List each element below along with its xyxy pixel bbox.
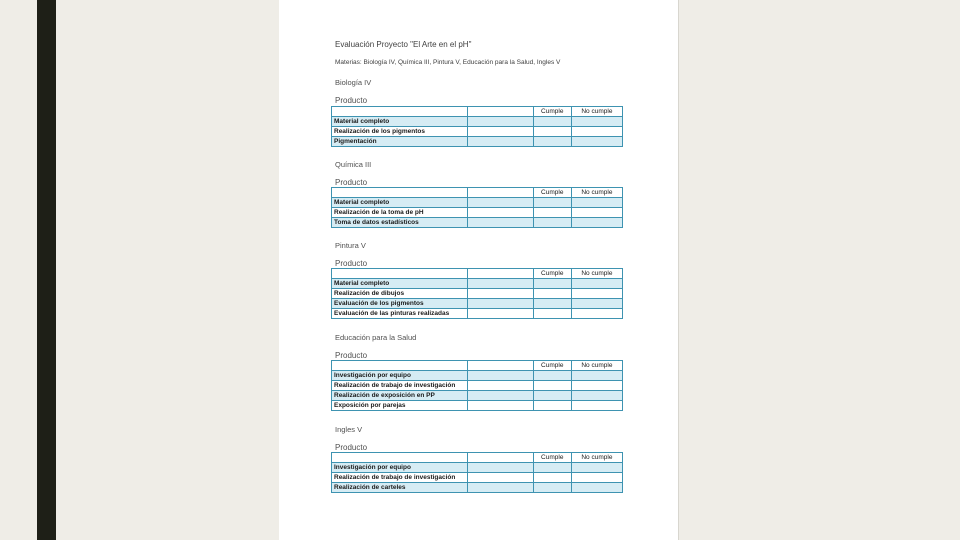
document-page: [279, 0, 679, 540]
no-cumple-cell[interactable]: [571, 309, 622, 319]
criterion-label: Exposición por parejas: [332, 401, 468, 411]
table-row: [332, 299, 623, 309]
cumple-cell[interactable]: [533, 463, 571, 473]
evaluation-table: [331, 187, 623, 228]
table-row: [332, 289, 623, 299]
section-title: Química III: [335, 160, 372, 169]
section-title: Ingles V: [335, 425, 363, 434]
table-row: [332, 371, 623, 381]
table-row: [332, 279, 623, 289]
no-cumple-header: No cumple: [571, 361, 622, 371]
cumple-header: Cumple: [533, 361, 571, 371]
table-row: [332, 127, 623, 137]
no-cumple-header: No cumple: [571, 269, 622, 279]
cumple-cell[interactable]: [533, 208, 571, 218]
criterion-label: Material completo: [332, 117, 468, 127]
doc-subjects: Materias: Biología IV, Química III, Pintura V, Educación para la Salud, Ingles V: [335, 59, 561, 66]
table-header-row: [332, 453, 623, 463]
no-cumple-cell[interactable]: [571, 279, 622, 289]
criterion-label: Pigmentación: [332, 137, 468, 147]
no-cumple-cell[interactable]: [571, 208, 622, 218]
no-cumple-cell[interactable]: [571, 299, 622, 309]
no-cumple-cell[interactable]: [571, 198, 622, 208]
cumple-cell[interactable]: [533, 391, 571, 401]
cumple-cell[interactable]: [533, 198, 571, 208]
criterion-label: Realización de trabajo de investigación: [332, 473, 468, 483]
no-cumple-cell[interactable]: [571, 117, 622, 127]
cumple-header: Cumple: [533, 188, 571, 198]
criterion-label: Evaluación de las pinturas realizadas: [332, 309, 468, 319]
no-cumple-cell[interactable]: [571, 289, 622, 299]
cumple-header: Cumple: [533, 453, 571, 463]
table-row: [332, 198, 623, 208]
cumple-cell[interactable]: [533, 117, 571, 127]
cumple-cell[interactable]: [533, 137, 571, 147]
table-row: [332, 381, 623, 391]
criterion-label: Material completo: [332, 279, 468, 289]
no-cumple-cell[interactable]: [571, 381, 622, 391]
cumple-cell[interactable]: [533, 127, 571, 137]
criterion-label: Investigación por equipo: [332, 371, 468, 381]
table-row: [332, 463, 623, 473]
cumple-header: Cumple: [533, 269, 571, 279]
doc-title: Evaluación Proyecto "El Arte en el pH": [335, 40, 472, 49]
criterion-label: Realización de trabajo de investigación: [332, 381, 468, 391]
cumple-cell[interactable]: [533, 473, 571, 483]
criterion-label: Realización de exposición en PP: [332, 391, 468, 401]
cumple-cell[interactable]: [533, 279, 571, 289]
cumple-cell[interactable]: [533, 381, 571, 391]
section-title: Pintura V: [335, 241, 366, 250]
table-row: [332, 401, 623, 411]
no-cumple-cell[interactable]: [571, 473, 622, 483]
cumple-cell[interactable]: [533, 371, 571, 381]
cumple-cell[interactable]: [533, 289, 571, 299]
no-cumple-header: No cumple: [571, 107, 622, 117]
table-row: [332, 208, 623, 218]
table-header-row: [332, 107, 623, 117]
no-cumple-cell[interactable]: [571, 127, 622, 137]
producto-label: Producto: [335, 443, 368, 452]
cumple-cell[interactable]: [533, 218, 571, 228]
table-header-row: [332, 269, 623, 279]
no-cumple-cell[interactable]: [571, 371, 622, 381]
no-cumple-cell[interactable]: [571, 391, 622, 401]
table-row: [332, 137, 623, 147]
table-row: [332, 391, 623, 401]
no-cumple-header: No cumple: [571, 453, 622, 463]
table-header-row: [332, 361, 623, 371]
table-row: [332, 473, 623, 483]
producto-label: Producto: [335, 178, 368, 187]
criterion-label: Realización de carteles: [332, 483, 468, 493]
criterion-label: Investigación por equipo: [332, 463, 468, 473]
table-row: [332, 117, 623, 127]
no-cumple-cell[interactable]: [571, 401, 622, 411]
producto-label: Producto: [335, 259, 368, 268]
no-cumple-cell[interactable]: [571, 463, 622, 473]
no-cumple-header: No cumple: [571, 188, 622, 198]
cumple-cell[interactable]: [533, 309, 571, 319]
section-title: Educación para la Salud: [335, 333, 417, 342]
cumple-cell[interactable]: [533, 483, 571, 493]
slide-accent-bar: [37, 0, 56, 540]
table-header-row: [332, 188, 623, 198]
evaluation-table: [331, 360, 623, 411]
cumple-header: Cumple: [533, 107, 571, 117]
no-cumple-cell[interactable]: [571, 218, 622, 228]
criterion-label: Toma de datos estadísticos: [332, 218, 468, 228]
no-cumple-cell[interactable]: [571, 137, 622, 147]
evaluation-table: [331, 268, 623, 319]
producto-label: Producto: [335, 351, 368, 360]
evaluation-table: [331, 106, 623, 147]
criterion-label: Realización de la toma de pH: [332, 208, 468, 218]
section-title: Biología IV: [335, 78, 372, 87]
table-row: [332, 483, 623, 493]
criterion-label: Material completo: [332, 198, 468, 208]
cumple-cell[interactable]: [533, 299, 571, 309]
criterion-label: Realización de los pigmentos: [332, 127, 468, 137]
cumple-cell[interactable]: [533, 401, 571, 411]
evaluation-table: [331, 452, 623, 493]
producto-label: Producto: [335, 96, 368, 105]
table-row: [332, 309, 623, 319]
criterion-label: Evaluación de los pigmentos: [332, 299, 468, 309]
no-cumple-cell[interactable]: [571, 483, 622, 493]
criterion-label: Realización de dibujos: [332, 289, 468, 299]
table-row: [332, 218, 623, 228]
